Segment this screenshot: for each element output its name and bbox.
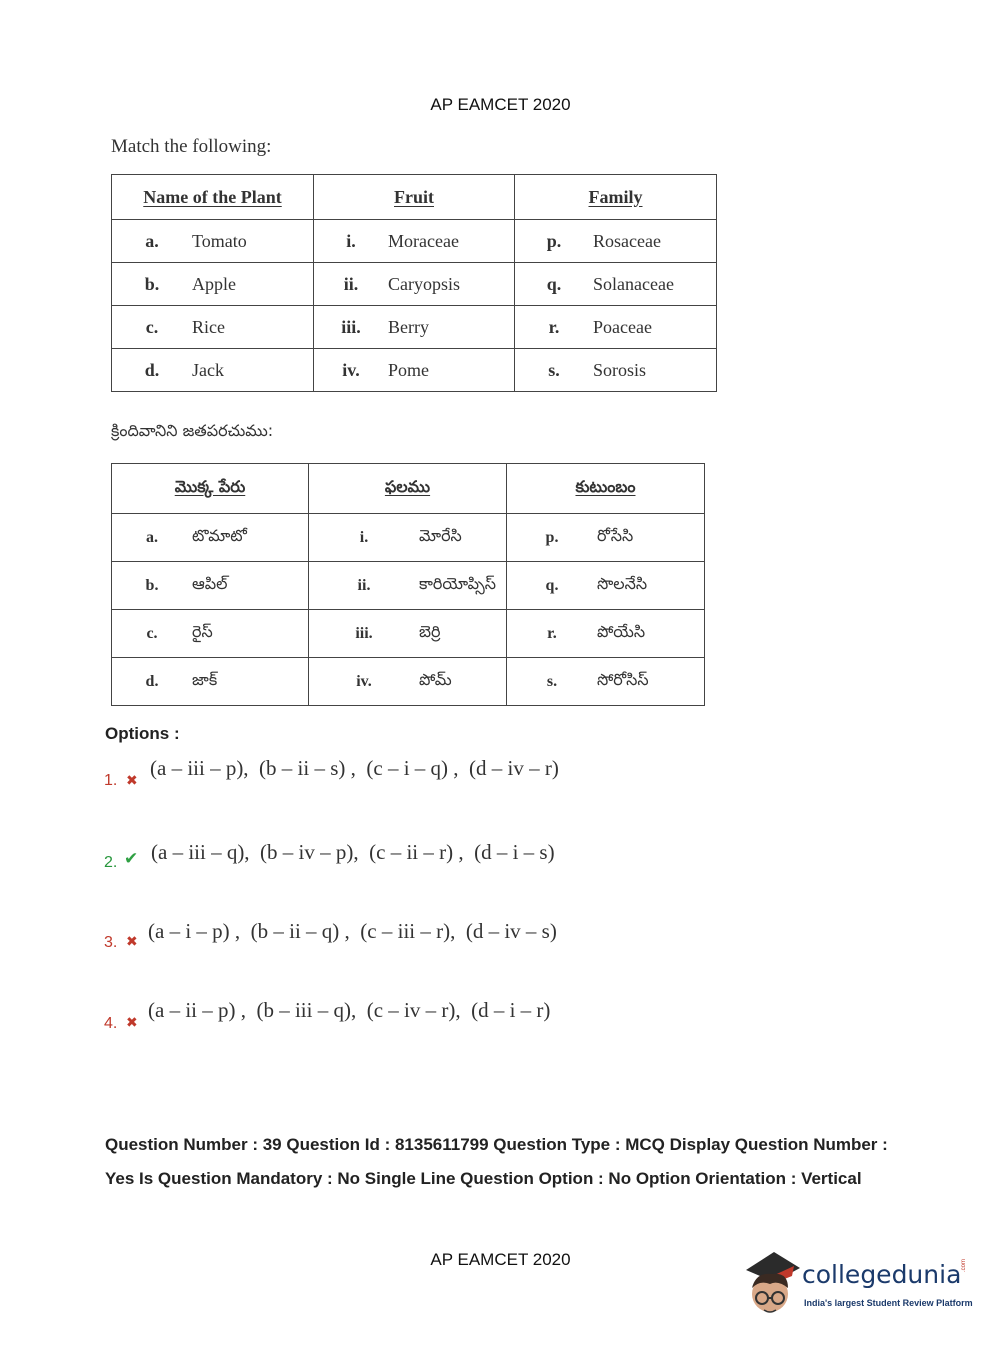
row-value: జాక్ [192, 670, 218, 689]
row-key: ii. [343, 273, 359, 294]
row-value: సోరోసిస్ [597, 670, 649, 689]
row-key: iv. [356, 672, 372, 690]
row-key: s. [546, 672, 558, 690]
match-table-english [111, 174, 717, 392]
table-header-row [112, 175, 717, 220]
row-value: Moraceae [388, 230, 459, 251]
row-key: r. [547, 624, 557, 642]
row-value: Rice [192, 316, 225, 337]
row-key: r. [548, 316, 560, 337]
page-footer-title: AP EAMCET 2020 [430, 1250, 571, 1269]
wrong-mark-icon: ✖ [126, 933, 138, 949]
row-value: టొమాటో [192, 526, 247, 545]
row-key: b. [145, 576, 159, 594]
row-key: ii. [357, 576, 371, 594]
option-text: (a – i – p) , (b – ii – q) , (c – iii – r), (d – iv – s) [148, 919, 557, 943]
row-value: పోమ్ [419, 670, 452, 689]
option-number: 3. [104, 934, 118, 951]
option-number: 2. [104, 854, 118, 871]
column-header-fruit-telugu: ఫలము [309, 464, 507, 514]
table-header-row [112, 464, 705, 514]
row-value: Apple [192, 273, 236, 294]
logo-domain-suffix: .com [961, 1258, 967, 1272]
row-value: ఆపిల్ [192, 574, 228, 593]
row-key: q. [545, 576, 559, 594]
row-key: a. [146, 528, 158, 546]
column-header-family: Family [515, 175, 717, 220]
row-key: d. [145, 672, 159, 690]
row-key: p. [546, 230, 562, 251]
question-intro-english: Match the following: [111, 136, 272, 157]
column-header-fruit: Fruit [314, 175, 515, 220]
option-text: (a – iii – p), (b – ii – s) , (c – i – q) , (d – iv – r) [150, 756, 559, 780]
row-value: Tomato [192, 230, 247, 251]
options-title: Options : [105, 724, 180, 743]
option-text: (a – ii – p) , (b – iii – q), (c – iv – r), (d – i – r) [148, 998, 551, 1022]
logo-wordmark: collegedunia [802, 1260, 962, 1289]
row-value: రైస్ [192, 622, 213, 641]
row-key: d. [144, 359, 160, 380]
wrong-mark-icon: ✖ [126, 772, 138, 788]
row-value: సొలనేసి [597, 574, 648, 593]
page-header-title: AP EAMCET 2020 [430, 95, 571, 114]
table-row [112, 610, 705, 658]
table-row [112, 562, 705, 610]
row-value: Poaceae [593, 316, 652, 337]
row-value: Berry [388, 316, 429, 337]
row-value: రోసేసి [597, 526, 634, 545]
row-key: p. [545, 528, 559, 546]
question-metadata: Question Number : 39 Question Id : 8135611799 Question Type : MCQ Display Question Number : Yes Is Question Mandatory : No Single Line Question Option : No Option Orientation : Vertical [105, 1135, 888, 1188]
table-row [112, 220, 717, 263]
row-value: పోయేసి [597, 622, 646, 641]
row-value: మోరేసి [419, 526, 462, 545]
row-value: Solanaceae [593, 273, 674, 294]
row-value: Jack [192, 359, 224, 380]
row-key: s. [548, 359, 560, 380]
row-key: iii. [341, 316, 361, 337]
row-value: Rosaceae [593, 230, 661, 251]
option-number: 1. [104, 772, 118, 789]
table-row [112, 263, 717, 306]
correct-check-icon: ✔ [124, 849, 139, 868]
match-table-telugu [111, 463, 705, 706]
logo-tagline: India's largest Student Review Platform [804, 1298, 973, 1308]
option-text: (a – iii – q), (b – iv – p), (c – ii – r) , (d – i – s) [151, 840, 555, 864]
table-row [112, 658, 705, 706]
row-key: i. [346, 230, 356, 251]
question-intro-telugu: క్రిందివానిని జతపరచుము: [111, 421, 274, 440]
row-key: b. [144, 273, 160, 294]
row-value: బెర్రి [419, 622, 441, 641]
table-row [112, 349, 717, 392]
collegedunia-logo[interactable] [742, 1248, 972, 1318]
row-key: c. [145, 316, 159, 337]
row-key: q. [546, 273, 562, 294]
table-row [112, 306, 717, 349]
row-key: a. [145, 230, 159, 251]
row-value: కారియోప్సిస్ [419, 574, 496, 593]
column-header-plant: Name of the Plant [112, 175, 314, 220]
option-number: 4. [104, 1015, 118, 1032]
column-header-plant-telugu: మొక్క పేరు [112, 464, 309, 514]
table-row [112, 514, 705, 562]
row-key: iv. [342, 359, 360, 380]
row-value: Sorosis [593, 359, 647, 380]
row-value: Pome [388, 359, 430, 380]
row-key: iii. [355, 624, 373, 642]
row-key: i. [359, 528, 369, 546]
mascot-icon [742, 1248, 804, 1318]
row-key: c. [146, 624, 158, 642]
wrong-mark-icon: ✖ [126, 1014, 138, 1030]
row-value: Caryopsis [388, 273, 460, 294]
column-header-family-telugu: కుటుంబం [507, 464, 705, 514]
